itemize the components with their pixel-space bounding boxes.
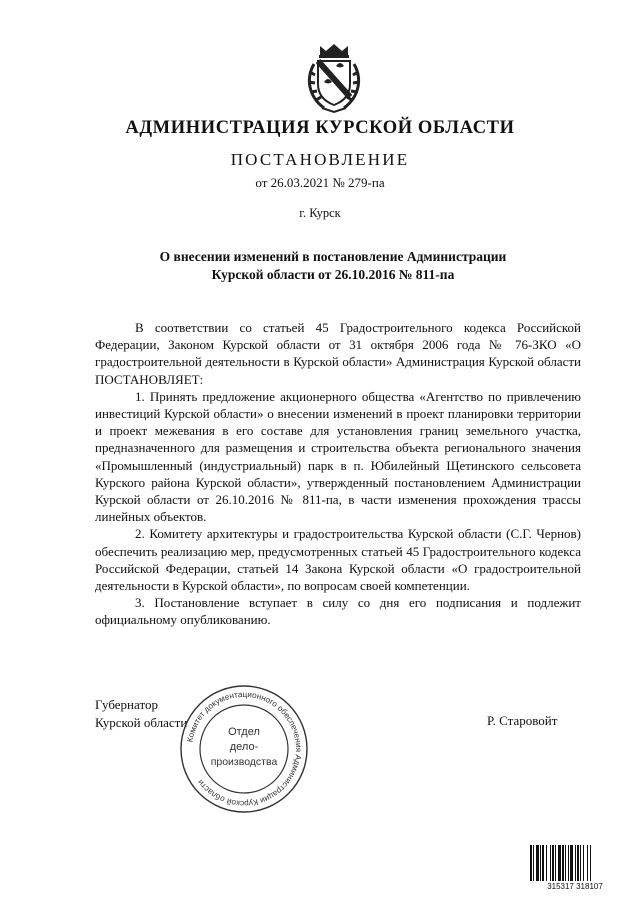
barcode	[527, 843, 623, 891]
item-1-paragraph: 1. Принять предложение акционерного общества «Агентство по привлечению инвестиций Курской области» о внесении изменений в проект планировки территории и проект межевания в его составе для установления границ земельного участка, предназначенного для размещения и строительства объекта регионального значения «Промышленный (индустриальный) парк в п. Юбилейный Щетинского сельсовета Курского района Курской области», утвержденный постановлением Администрации Курской области от 26.10.2016 № 811-па, в части изменения прохождения трассы линейных объектов.	[95, 388, 581, 525]
preamble-paragraph: В соответствии со статьей 45 Градостроительного кодекса Российской Федерации, Законом Курской области от 31 октября 2006 года № 76-ЗКО «О градостроительной деятельности в Курской области» Администрация Курской области ПОСТАНОВЛЯЕТ:	[95, 320, 581, 387]
stamp-center-line-3: производства	[210, 756, 278, 768]
document-date-number: от 26.03.2021 № 279-па	[255, 175, 385, 190]
document-type: ПОСТАНОВЛЕНИЕ	[230, 150, 410, 169]
office-stamp	[178, 683, 310, 815]
document-subject	[120, 248, 546, 284]
barcode-bars	[530, 845, 591, 881]
stamp-ring-text: Комитет документационного обеспечения Администрации Курской области	[185, 689, 304, 809]
stamp-center-line-2: дело-	[229, 741, 259, 753]
signer-title-line-2: Курской области	[95, 714, 188, 730]
signer-title-line-1: Губернатор	[95, 697, 158, 712]
subject-line-2: Курской области от 26.10.2016 № 811-па	[211, 267, 455, 282]
item-3-paragraph: 3. Постановление вступает в силу со дня его подписания и подлежит официальному опубликованию.	[95, 595, 581, 628]
subject-line-1: О внесении изменений в постановление Администрации	[159, 249, 507, 264]
barcode-number: 315317 318107	[547, 882, 603, 891]
organization-title: АДМИНИСТРАЦИЯ КУРСКОЙ ОБЛАСТИ	[125, 118, 515, 138]
document-city: г. Курск	[299, 206, 341, 220]
document-body	[95, 319, 581, 629]
item-2-paragraph: 2. Комитету архитектуры и градостроительства Курской области (С.Г. Чернов) обеспечить реализацию мер, предусмотренных статьей 45 Градостроительного кодекса Российской Федерации, статьей 14 Закона Курской области «О градостроительной деятельности в Курской области», по вопросам своей компетенции.	[95, 526, 581, 594]
coat-of-arms-icon	[304, 42, 364, 114]
signer-title	[95, 696, 187, 731]
stamp-center-line-1: Отдел	[228, 726, 260, 738]
signer-name: Р. Старовойт	[487, 713, 558, 728]
